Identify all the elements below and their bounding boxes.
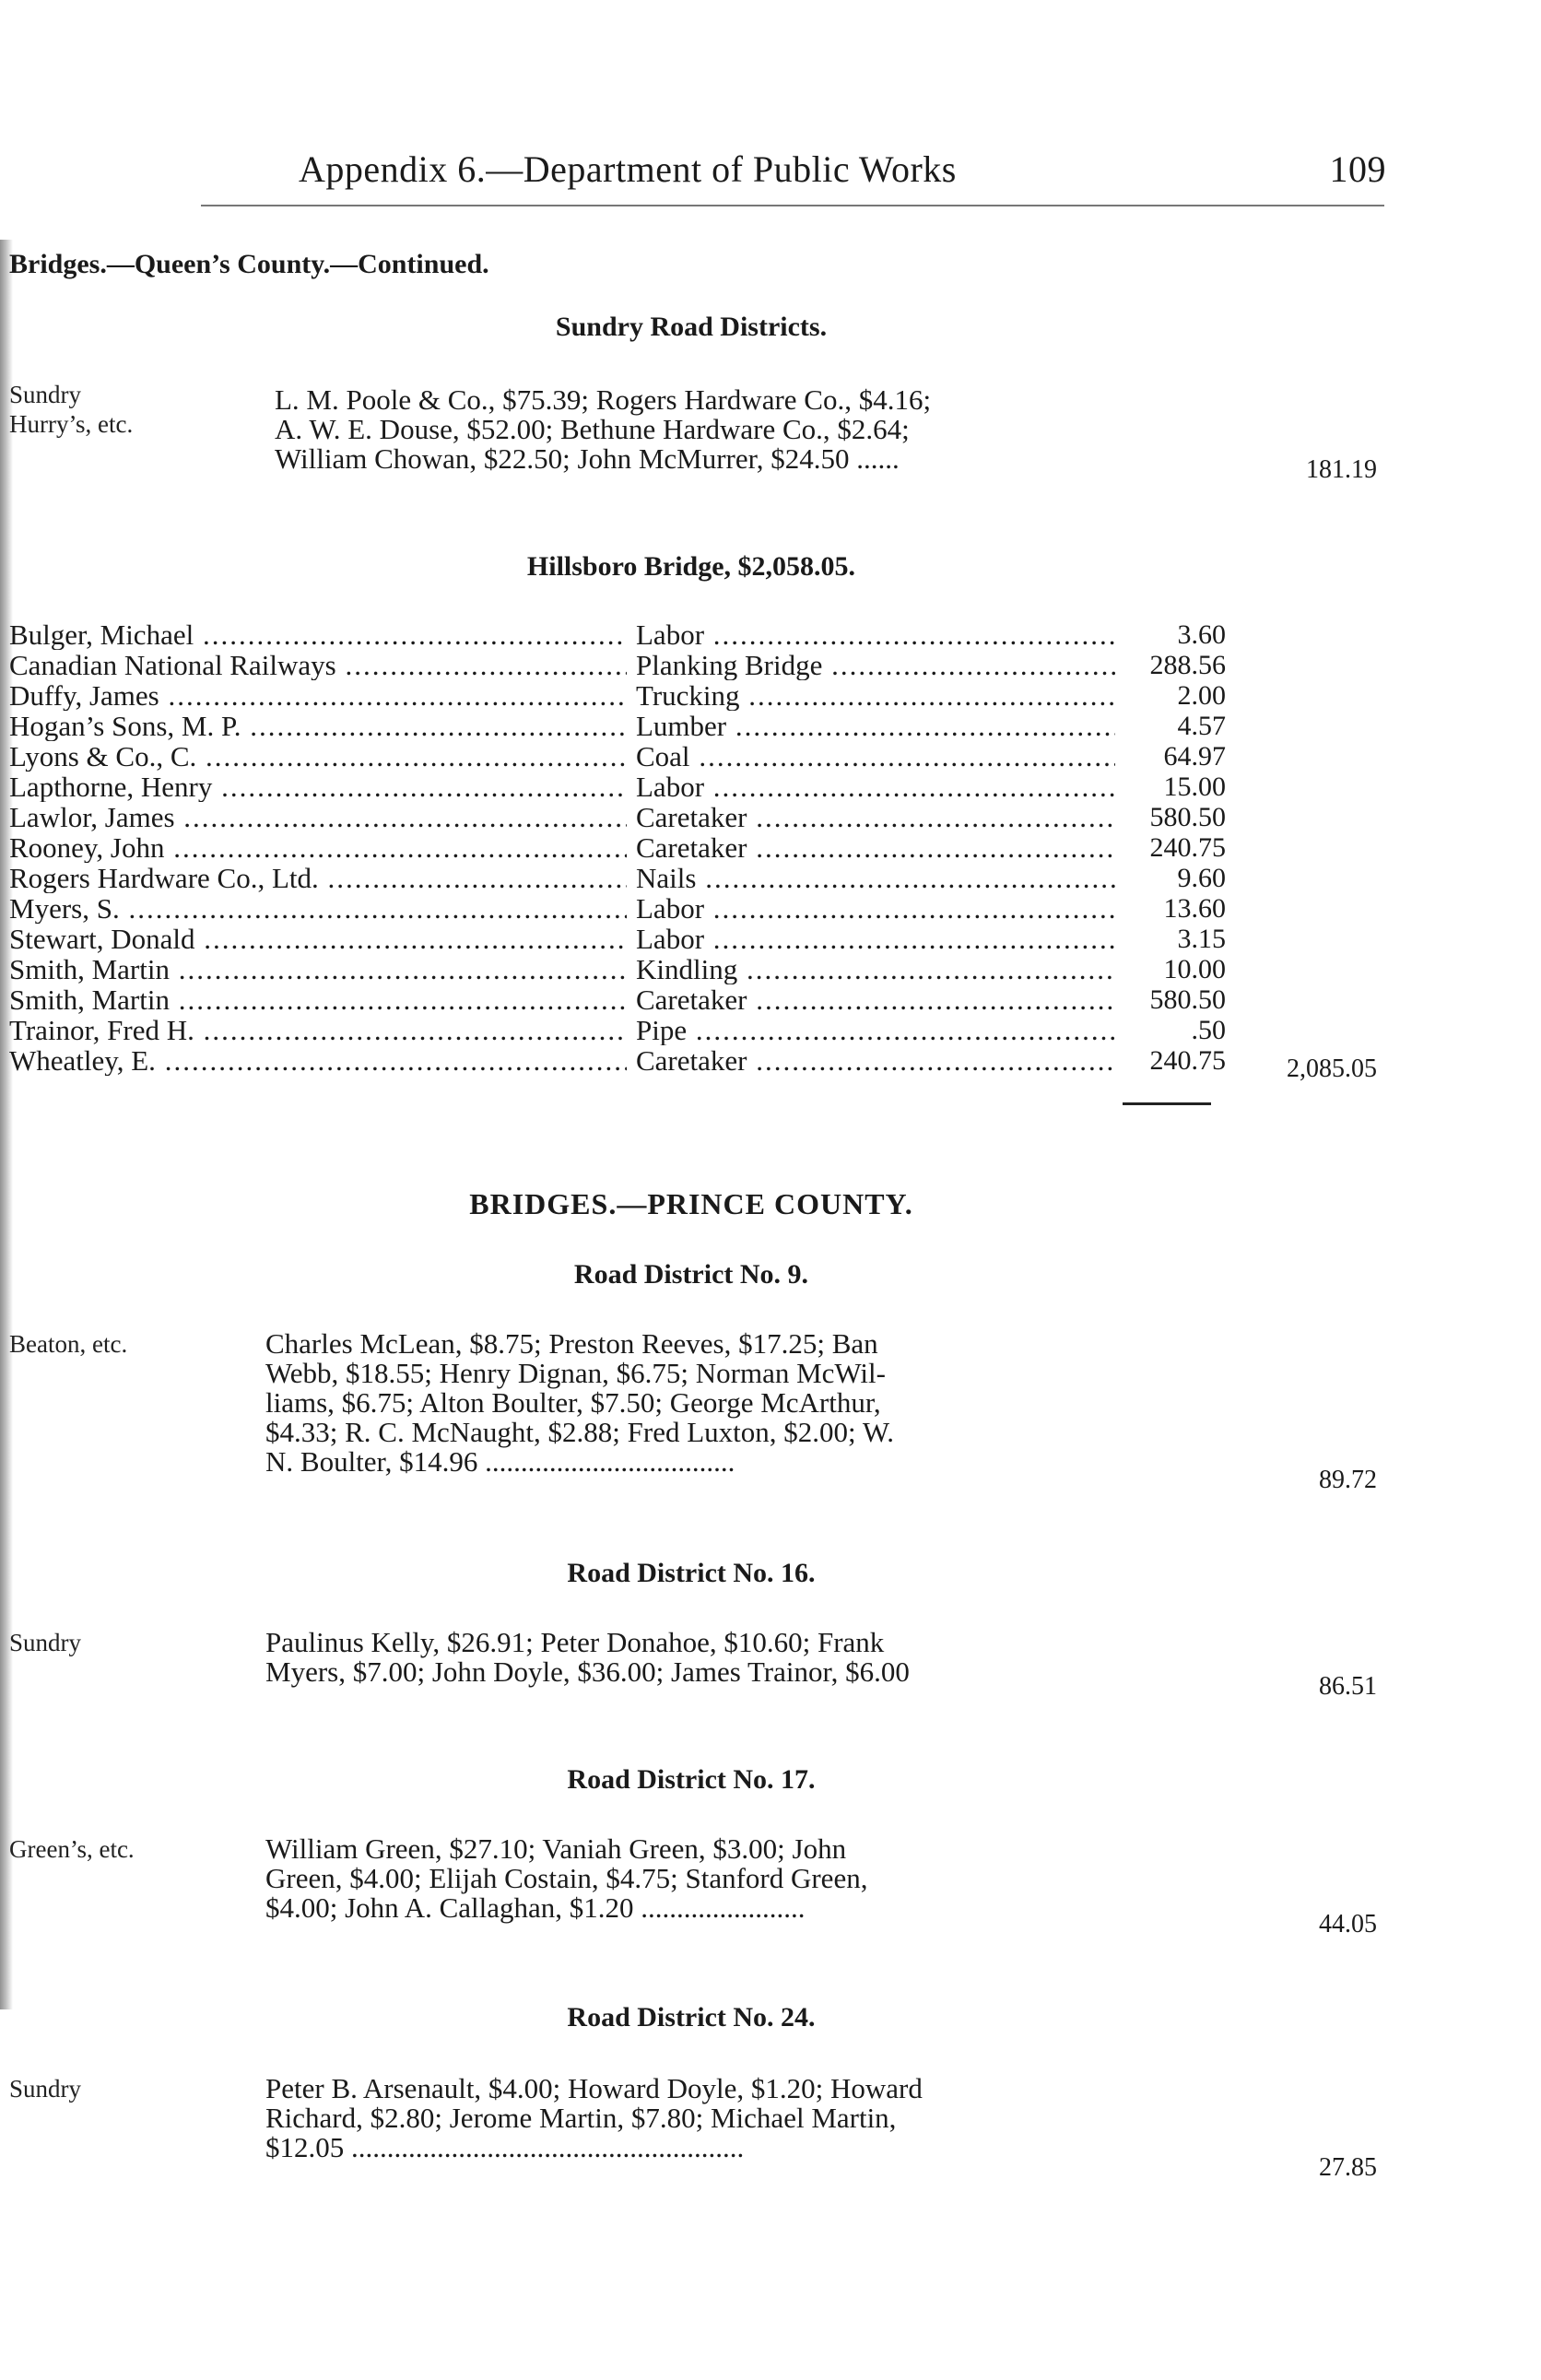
payment-amount: 580.50 — [1149, 984, 1226, 1015]
payment-item: Labor ..... — [636, 924, 1115, 954]
subtotal-rule — [1123, 1102, 1211, 1105]
para-line: Myers, $7.00; John Doyle, $36.00; James Trainor, $6.00 — [265, 1655, 910, 1688]
page-binding-shadow — [0, 240, 13, 2009]
table-row — [9, 741, 1226, 772]
table-row — [9, 954, 1226, 984]
payee-name: Bulger, Michael ..... — [9, 619, 627, 650]
para-line: Paulinus Kelly, $26.91; Peter Donahoe, $10.60; Frank — [265, 1626, 885, 1658]
table-row — [9, 893, 1226, 924]
para-line: Richard, $2.80; Jerome Martin, $7.80; Michael Martin, — [265, 2102, 897, 2134]
payment-item: Nails ..... — [636, 863, 1115, 893]
payment-amount: 2.00 — [1177, 680, 1226, 711]
para-line: William Green, $27.10; Vaniah Green, $3.00; John — [265, 1832, 847, 1865]
prince-county-title: BRIDGES.—PRINCE COUNTY. — [469, 1187, 913, 1220]
payee-name: Rooney, John ..... — [9, 832, 627, 863]
payee-name: Smith, Martin ..... — [9, 954, 627, 984]
payment-item: Kindling ..... — [636, 954, 1115, 984]
para-line: Peter B. Arsenault, $4.00; Howard Doyle, $1.20; Howard — [265, 2072, 923, 2104]
payee-name: Lawlor, James ..... — [9, 802, 627, 832]
table-row — [9, 650, 1226, 680]
district-left-label: Green’s, etc. — [9, 1835, 135, 1863]
table-row — [9, 863, 1226, 893]
table-row — [9, 680, 1226, 711]
header-rule — [201, 205, 1384, 206]
table-row — [9, 772, 1226, 802]
payee-name: Rogers Hardware Co., Ltd. ..... — [9, 863, 627, 893]
table-row — [9, 984, 1226, 1015]
payment-item: Labor ..... — [636, 619, 1115, 650]
payee-name: Trainor, Fred H. ..... — [9, 1015, 627, 1045]
payee-name: Lyons & Co., C. ..... — [9, 741, 627, 772]
district-paragraph — [265, 1628, 1113, 1687]
para-line: Charles McLean, $8.75; Preston Reeves, $17.25; Ban — [265, 1327, 878, 1360]
payee-name: Duffy, James ..... — [9, 680, 627, 711]
payment-amount: 240.75 — [1149, 832, 1226, 863]
district-heading: Road District No. 9. — [573, 1259, 809, 1290]
para-line: L. M. Poole & Co., $75.39; Rogers Hardware Co., $4.16; — [275, 383, 932, 416]
sundry-road-paragraph — [275, 385, 1123, 474]
payment-item: Lumber ..... — [636, 711, 1115, 741]
payment-item: Caretaker ..... — [636, 1045, 1115, 1076]
payment-item: Caretaker ..... — [636, 984, 1115, 1015]
payment-amount: 3.15 — [1177, 924, 1226, 954]
table-row — [9, 802, 1226, 832]
para-line: N. Boulter, $14.96 ................................... — [265, 1445, 735, 1478]
para-line: William Chowan, $22.50; John McMurrer, $24.50 ...... — [275, 442, 900, 475]
para-line: $4.33; R. C. McNaught, $2.88; Fred Luxton, $2.00; W. — [265, 1416, 894, 1448]
payment-amount: 13.60 — [1163, 893, 1226, 924]
page-number: 109 — [1329, 148, 1386, 190]
hillsboro-heading: Hillsboro Bridge, $2,058.05. — [526, 551, 856, 582]
district-amount: 86.51 — [1319, 1672, 1377, 1701]
para-line: A. W. E. Douse, $52.00; Bethune Hardware Co., $2.64; — [275, 413, 910, 445]
section-continued-heading: Bridges.—Queen’s County.—Continued. — [9, 249, 489, 279]
hillsboro-table — [9, 619, 1226, 1076]
payee-name: Smith, Martin ..... — [9, 984, 627, 1015]
payee-name: Stewart, Donald ..... — [9, 924, 627, 954]
table-row — [9, 832, 1226, 863]
payee-name: Canadian National Railways ..... — [9, 650, 627, 680]
payment-item: Labor ..... — [636, 772, 1115, 802]
table-row — [9, 1045, 1226, 1076]
payment-amount: 15.00 — [1163, 772, 1226, 802]
district-left-label: Sundry — [9, 2075, 82, 2103]
district-left-label: Beaton, etc. — [9, 1330, 128, 1358]
para-line: Webb, $18.55; Henry Dignan, $6.75; Norman McWil- — [265, 1357, 886, 1389]
payment-amount: 580.50 — [1149, 802, 1226, 832]
payee-name: Hogan’s Sons, M. P. ..... — [9, 711, 627, 741]
para-line: $12.05 ....................................................... — [265, 2131, 745, 2163]
para-line: $4.00; John A. Callaghan, $1.20 ....................... — [265, 1891, 806, 1924]
district-paragraph — [265, 1329, 1113, 1477]
left-label-line: Sundry — [9, 381, 82, 408]
district-heading: Road District No. 24. — [567, 2002, 816, 2032]
table-row — [9, 1015, 1226, 1045]
district-amount: 27.85 — [1319, 2153, 1377, 2182]
payment-amount: 64.97 — [1163, 741, 1226, 772]
payee-name: Wheatley, E. ..... — [9, 1045, 627, 1076]
payment-amount: 240.75 — [1149, 1045, 1226, 1076]
payment-item: Caretaker ..... — [636, 802, 1115, 832]
payment-amount: 9.60 — [1177, 863, 1226, 893]
sundry-road-left-label — [9, 380, 133, 439]
table-row — [9, 711, 1226, 741]
district-heading: Road District No. 16. — [567, 1558, 816, 1588]
header-title: Appendix 6.—Department of Public Works — [299, 148, 957, 190]
payment-amount: 4.57 — [1177, 711, 1226, 741]
payment-item: Labor ..... — [636, 893, 1115, 924]
payment-amount: 10.00 — [1163, 954, 1226, 984]
payee-name: Lapthorne, Henry ..... — [9, 772, 627, 802]
payee-name: Myers, S. ..... — [9, 893, 627, 924]
para-line: liams, $6.75; Alton Boulter, $7.50; George McArthur, — [265, 1386, 881, 1419]
payment-amount: .50 — [1191, 1015, 1226, 1045]
district-left-label: Sundry — [9, 1629, 82, 1656]
left-label-line: Hurry’s, etc. — [9, 410, 134, 438]
table-row — [9, 924, 1226, 954]
district-paragraph — [265, 1834, 1113, 1923]
district-amount: 89.72 — [1319, 1466, 1377, 1494]
payment-item: Planking Bridge ..... — [636, 650, 1115, 680]
payment-item: Coal ..... — [636, 741, 1115, 772]
district-paragraph — [265, 2074, 1113, 2162]
payment-item: Caretaker ..... — [636, 832, 1115, 863]
table-row — [9, 619, 1226, 650]
district-amount: 44.05 — [1319, 1910, 1377, 1938]
payment-amount: 288.56 — [1149, 650, 1226, 680]
sundry-road-amount: 181.19 — [1306, 455, 1377, 484]
sundry-road-heading: Sundry Road Districts. — [555, 312, 828, 342]
payment-item: Pipe ..... — [636, 1015, 1115, 1045]
district-heading: Road District No. 17. — [567, 1764, 816, 1795]
payment-amount: 3.60 — [1177, 619, 1226, 650]
hillsboro-total: 2,085.05 — [1287, 1055, 1377, 1083]
para-line: Green, $4.00; Elijah Costain, $4.75; Stanford Green, — [265, 1862, 868, 1894]
payment-item: Trucking ..... — [636, 680, 1115, 711]
